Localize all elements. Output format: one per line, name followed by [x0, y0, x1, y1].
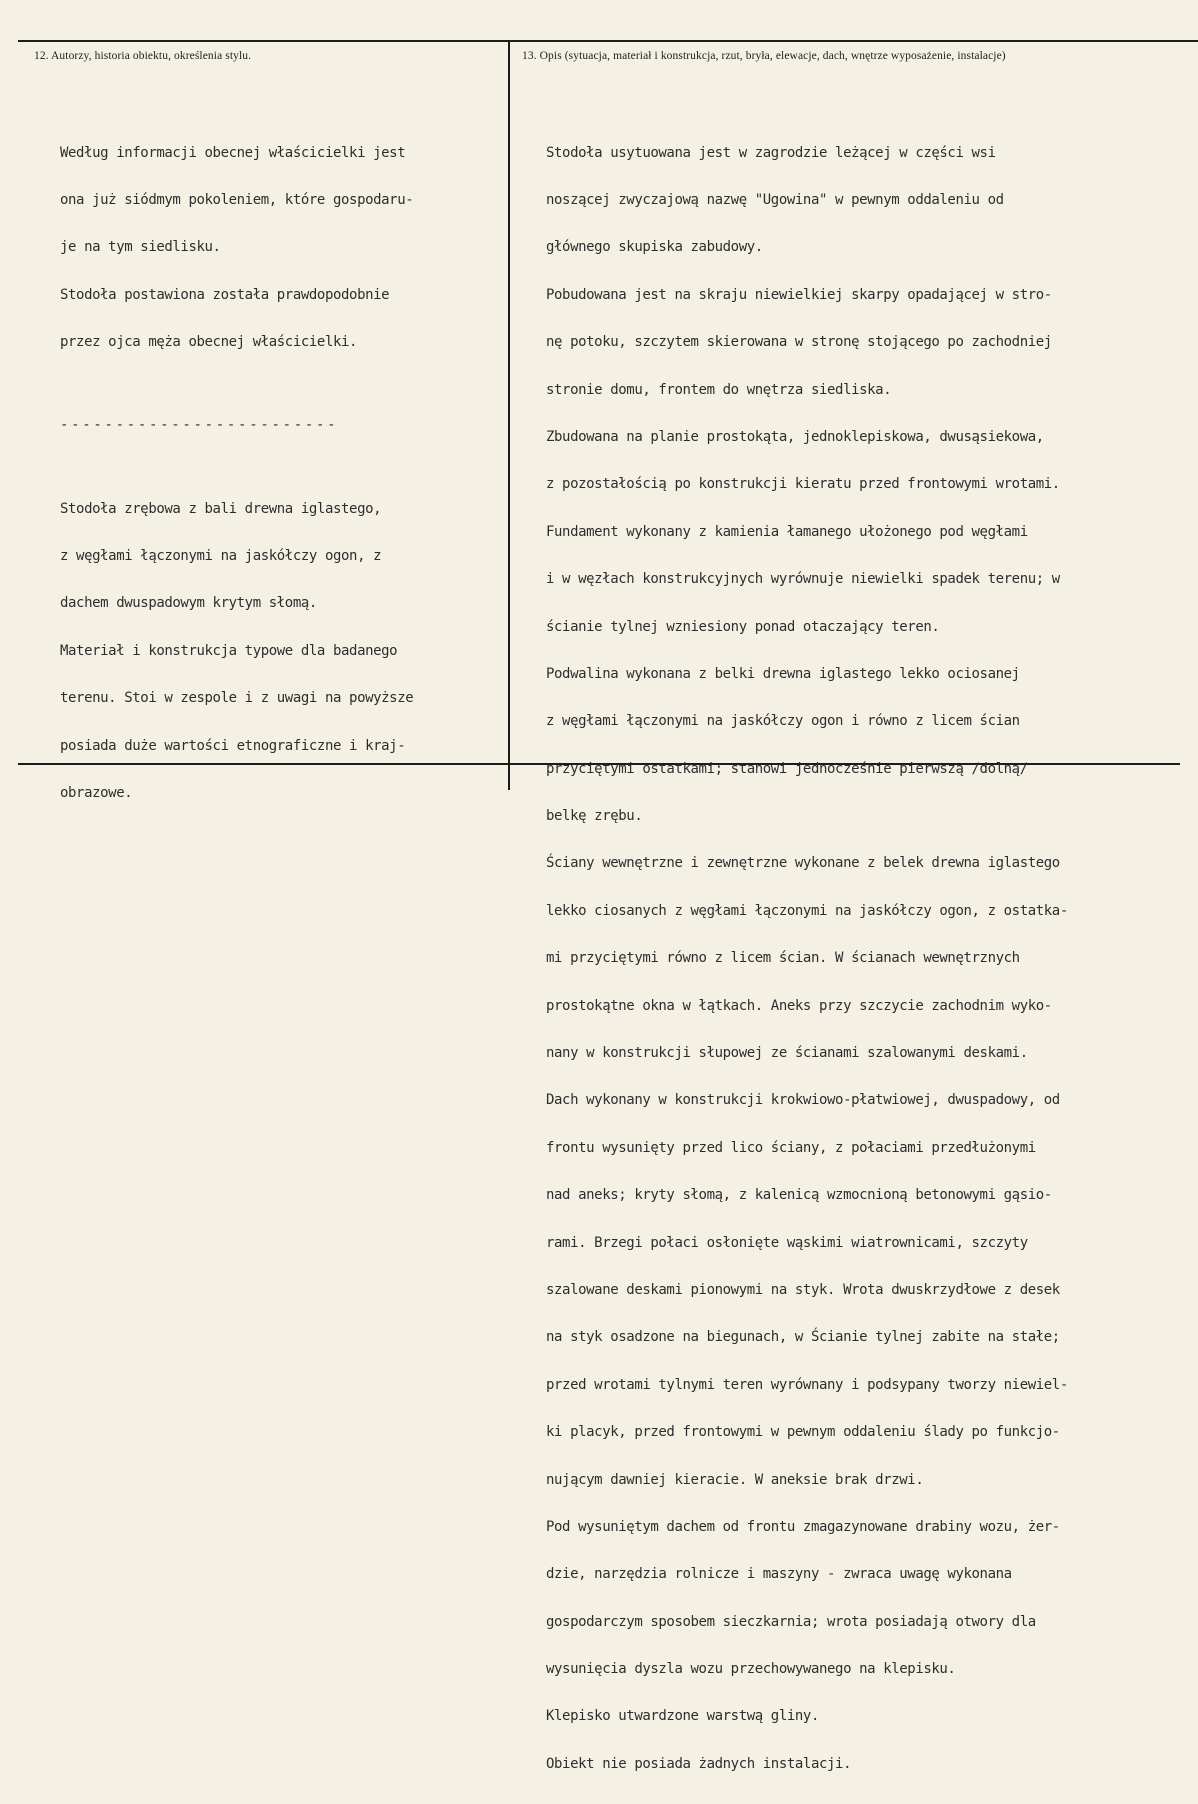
description-line: gospodarczym sposobem sieczkarnia; wrota posiadają otwory dla [546, 1613, 1036, 1630]
history-line: Stodoła postawiona została prawdopodobnie [60, 286, 390, 303]
style-line: posiada duże wartości etnograficzne i kraj- [60, 737, 406, 754]
description-line: nany w konstrukcji słupowej ze ścianami szalowanymi deskami. [546, 1045, 1028, 1062]
history-line: ona już siódmym pokoleniem, które gospodaru- [60, 191, 414, 208]
description-line: stronie domu, frontem do wnętrza siedliska. [546, 381, 892, 398]
style-line: Stodoła zrębowa z bali drewna iglastego, [60, 500, 382, 517]
description-line: nującym dawniej kieracie. W aneksie brak drzwi. [546, 1471, 924, 1488]
description-line: Obiekt nie posiada żadnych instalacji. [546, 1755, 852, 1772]
description-line: i w węzłach konstrukcyjnych wyrównuje niewielki spadek terenu; w [546, 571, 1060, 588]
history-text [60, 114, 413, 383]
description-line: z węgłami łączonymi na jaskółczy ogon i równo z licem ścian [546, 713, 1020, 730]
style-text [60, 470, 413, 833]
description-line: ścianie tylnej wzniesiony ponad otaczający teren. [546, 618, 940, 635]
history-line: Według informacji obecnej właścicielki jest [60, 144, 406, 161]
description-line: noszącej zwyczajową nazwę "Ugowina" w pewnym oddaleniu od [546, 191, 1004, 208]
history-line: je na tym siedlisku. [60, 239, 221, 256]
column-divider [508, 40, 510, 790]
section-13-heading: 13. Opis (sytuacja, materiał i konstrukcja, rzut, bryła, elewacje, dach, wnętrze wyposażenie, instalacje) [522, 50, 1006, 62]
description-line: szalowane deskami pionowymi na styk. Wrota dwuskrzydłowe z desek [546, 1281, 1060, 1298]
description-line: Pobudowana jest na skraju niewielkiej skarpy opadającej w stro- [546, 286, 1052, 303]
style-line: obrazowe. [60, 784, 133, 801]
description-line: frontu wysunięty przed lico ściany, z połaciami przedłużonymi [546, 1139, 1036, 1156]
description-line: ki placyk, przed frontowymi w pewnym oddaleniu ślady po funkcjo- [546, 1424, 1060, 1441]
description-line: rami. Brzegi połaci osłonięte wąskimi wiatrownicami, szczyty [546, 1234, 1028, 1251]
description-line: przyciętymi ostatkami; stanowi jednocześnie pierwszą /dolną/ [546, 760, 1028, 777]
description-line: na styk osadzone na biegunach, w Ścianie tylnej zabite na stałe; [546, 1329, 1060, 1346]
description-line: głównego skupiska zabudowy. [546, 239, 763, 256]
style-line: z węgłami łączonymi na jaskółczy ogon, z [60, 547, 382, 564]
style-line: dachem dwuspadowym krytym słomą. [60, 595, 317, 612]
description-line: Dach wykonany w konstrukcji krokwiowo-płatwiowej, dwuspadowy, od [546, 1092, 1060, 1109]
history-line: przez ojca męża obecnej właścicielki. [60, 334, 358, 351]
description-line: Fundament wykonany z kamienia łamanego ułożonego pod węgłami [546, 523, 1028, 540]
dashed-separator: ------------------------- [60, 417, 339, 433]
style-line: terenu. Stoi w zespole i z uwagi na powyższe [60, 690, 414, 707]
style-line: Materiał i konstrukcja typowe dla badanego [60, 642, 398, 659]
description-line: nad aneks; kryty słomą, z kalenicą wzmocnioną betonowymi gąsio- [546, 1187, 1052, 1204]
description-line: nę potoku, szczytem skierowana w stronę stojącego po zachodniej [546, 334, 1052, 351]
description-line: Klepisko utwardzone warstwą gliny. [546, 1708, 819, 1725]
top-rule [18, 40, 1198, 42]
description-line: Pod wysuniętym dachem od frontu zmagazynowane drabiny wozu, żer- [546, 1518, 1060, 1535]
description-line: Podwalina wykonana z belki drewna iglastego lekko ociosanej [546, 665, 1020, 682]
description-line: dzie, narzędzia rolnicze i maszyny - zwraca uwagę wykonana [546, 1566, 1012, 1583]
description-text [546, 114, 1198, 1804]
description-line: Zbudowana na planie prostokąta, jednoklepiskowa, dwusąsiekowa, [546, 428, 1044, 445]
description-line: Ściany wewnętrzne i zewnętrzne wykonane z belek drewna iglastego [546, 855, 1060, 872]
description-line: lekko ciosanych z węgłami łączonymi na jaskółczy ogon, z ostatka- [546, 902, 1068, 919]
description-line: Stodoła usytuowana jest w zagrodzie leżącej w części wsi [546, 144, 996, 161]
description-line: belkę zrębu. [546, 808, 643, 825]
description-line: z pozostałością po konstrukcji kieratu przed frontowymi wrotami. [546, 476, 1060, 493]
description-line: przed wrotami tylnymi teren wyrównany i podsypany tworzy niewiel- [546, 1376, 1068, 1393]
description-line: prostokątne okna w łątkach. Aneks przy szczycie zachodnim wyko- [546, 997, 1052, 1014]
description-line: mi przyciętymi równo z licem ścian. W ścianach wewnętrznych [546, 950, 1020, 967]
section-12-heading: 12. Autorzy, historia obiektu, określenia stylu. [34, 50, 252, 62]
description-line: wysunięcia dyszla wozu przechowywanego na klepisku. [546, 1661, 956, 1678]
